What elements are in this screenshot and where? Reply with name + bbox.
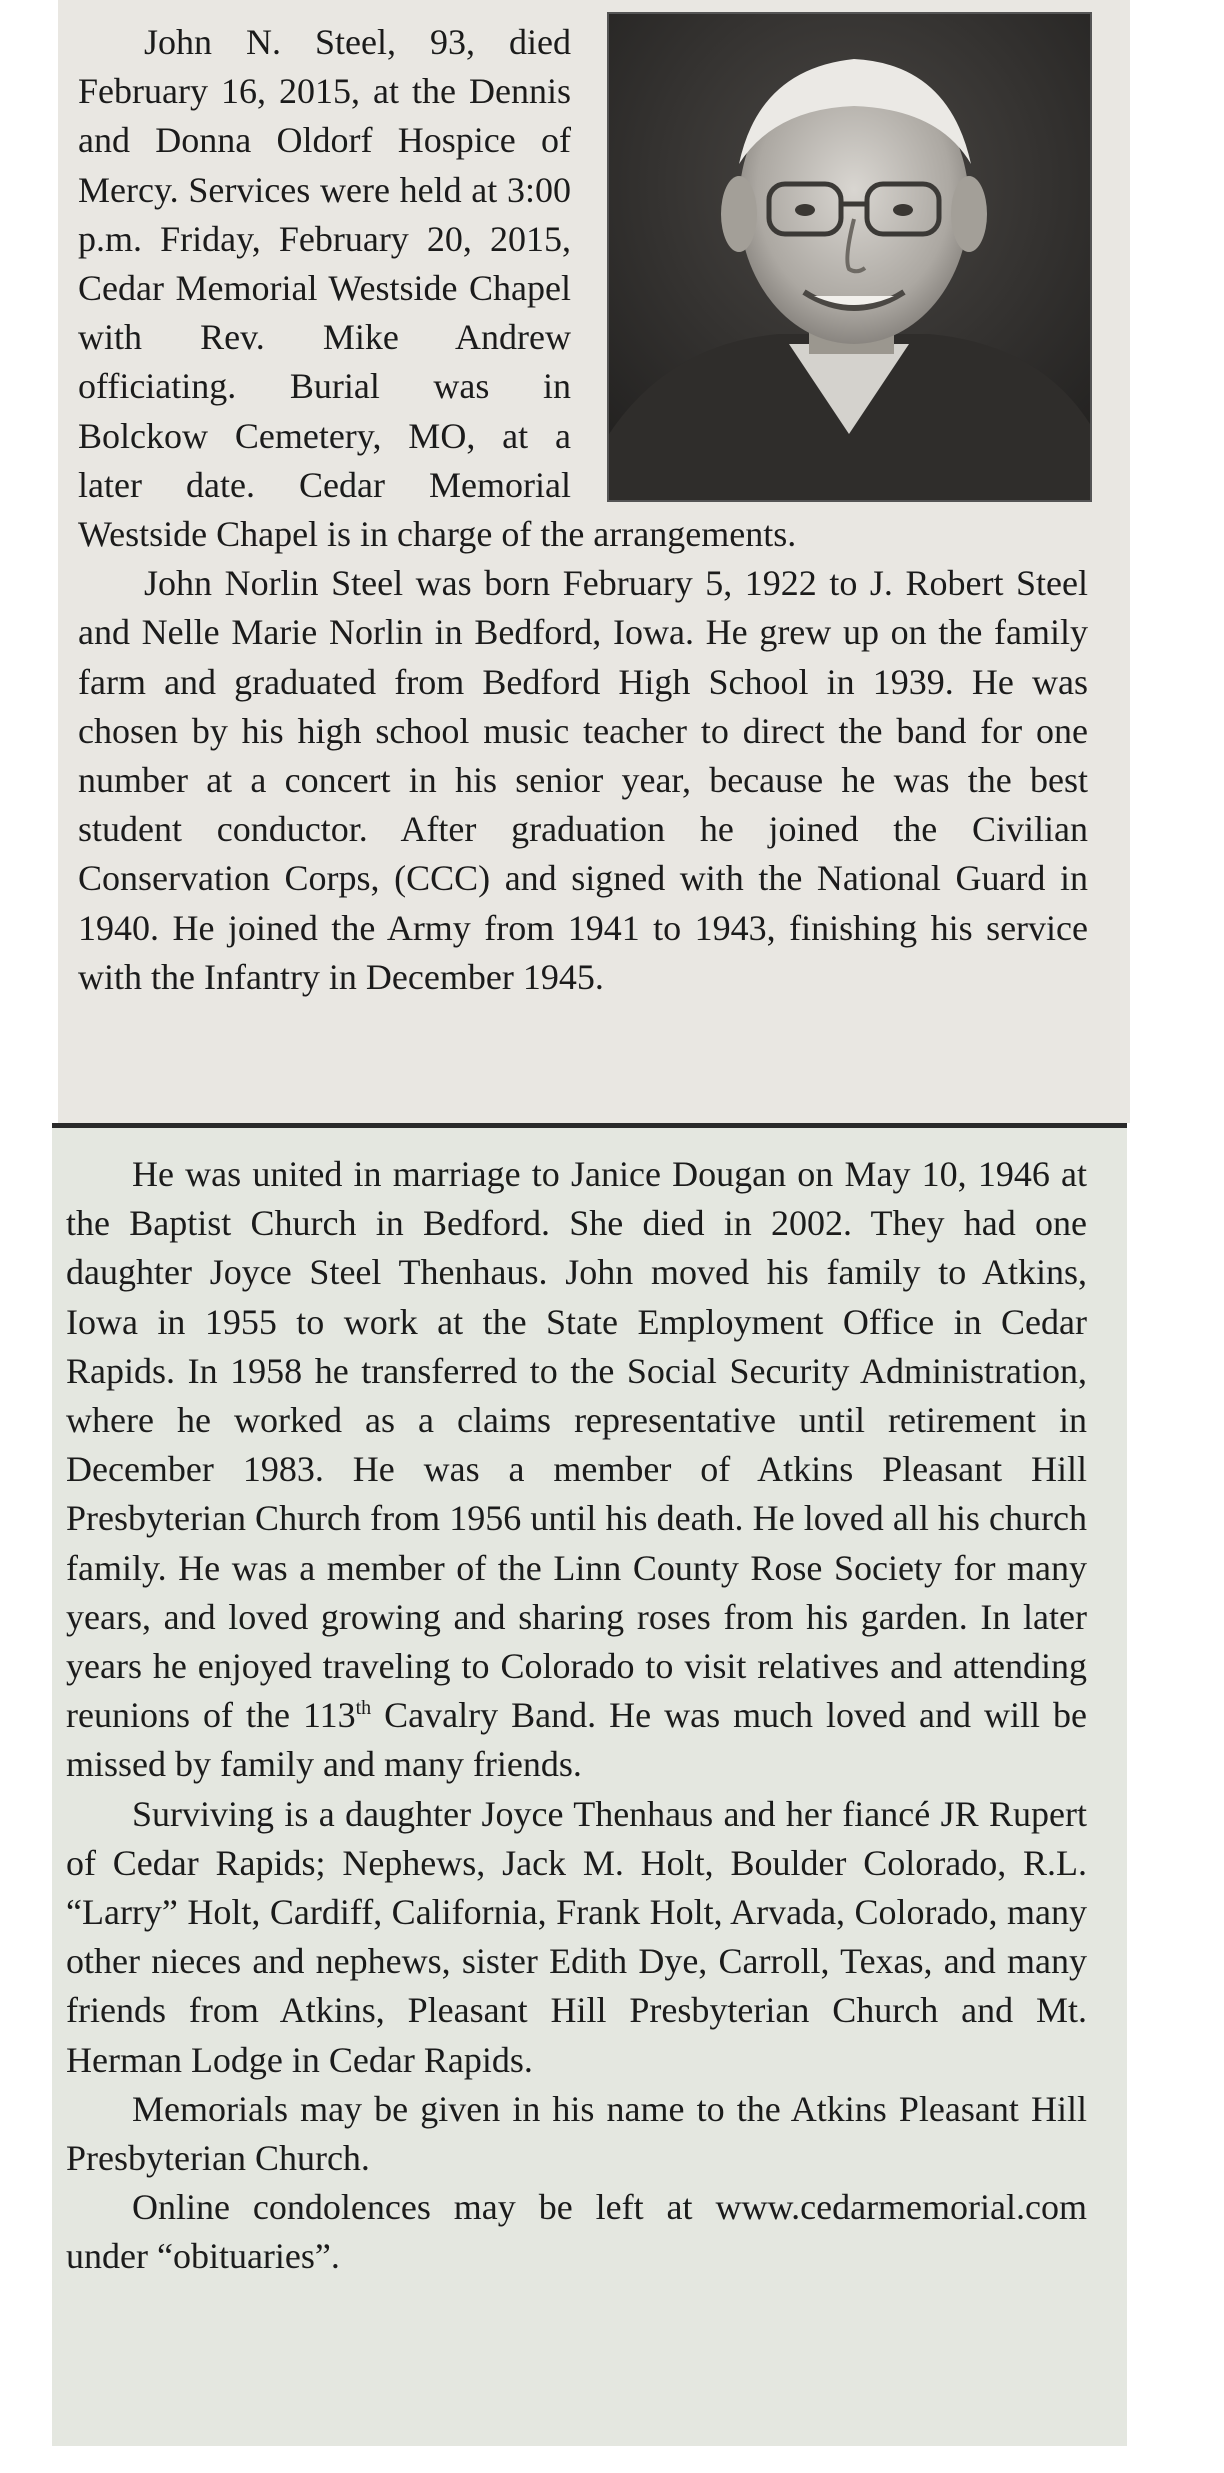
obituary-clipping-bottom [52, 1123, 1127, 2446]
biography-paragraph: John Norlin Steel was born February 5, 1922 to J. Robert Steel and Nelle Marie Norlin in Bedford, Iowa. He grew up on the family farm and graduated from Bedford High School in 1939. He was chosen by his high school music teacher to direct the band for one number at a concert in his senior year, because he was the best student conductor. After graduation he joined the Civilian Conservation Corps, (CCC) and signed with the National Guard in 1940. He joined the Army from 1941 to 1943, finishing his service with the Infantry in December 1945. [78, 563, 1088, 997]
ordinal-suffix: th [355, 1697, 372, 1720]
memorials-paragraph: Memorials may be given in his name to the Atkins Pleasant Hill Presbyterian Church. [66, 2088, 1087, 2179]
portrait-photo [607, 12, 1092, 502]
marriage-career-text-end: Cavalry Band. He was much loved and will be missed by family and many friends. [66, 1695, 1087, 1785]
obituary-clipping-top [58, 0, 1130, 1123]
portrait-illustration [609, 14, 1090, 500]
marriage-career-text: He was united in marriage to Janice Dougan on May 10, 1946 at the Baptist Church in Bedford. She died in 2002. They had one daughter Joyce Steel Thenhaus. John moved his family to Atkins, Iowa in 1955 to work at the State Employment Office in Cedar Rapids. In 1958 he transferred to the Social Security Administration, where he worked as a claims representative until retirement in December 1983. He was a member of Atkins Pleasant Hill Presbyterian Church from 1956 until his death. He loved all his church family. He was a member of the Linn County Rose Society for many years, and loved growing and sharing roses from his garden. In later years he enjoyed traveling to Colorado to visit relatives and attending reunions of the 113 [66, 1154, 1087, 1736]
condolences-paragraph: Online condolences may be left at www.cedarmemorial.com under “obituaries”. [66, 2187, 1087, 2277]
death-notice-paragraph: John N. Steel, 93, died February 16, 2015, at the Dennis and Donna Oldorf Hospice of Mercy. Services were held at 3:00 p.m. Friday, February 20, 2015, Cedar Memorial Westside Chapel with Rev. Mike Andrew officiating. Burial was in Bolckow Cemetery, MO, at a later date. Cedar Memorial Westside Chapel is in charge of the arrangements. [78, 22, 797, 555]
marriage-career-paragraph [66, 1150, 1087, 1790]
survivors-paragraph: Surviving is a daughter Joyce Thenhaus and her fiancé JR Rupert of Cedar Rapids; Nephews, Jack M. Holt, Boulder Colorado, R.L. “Larry” Holt, Cardiff, California, Frank Holt, Arvada, Colorado, many other nieces and nephews, sister Edith Dye, Carroll, Texas, and many friends from Atkins, Pleasant Hill Presbyterian Church and Mt. Herman Lodge in Cedar Rapids. [66, 1793, 1087, 2080]
